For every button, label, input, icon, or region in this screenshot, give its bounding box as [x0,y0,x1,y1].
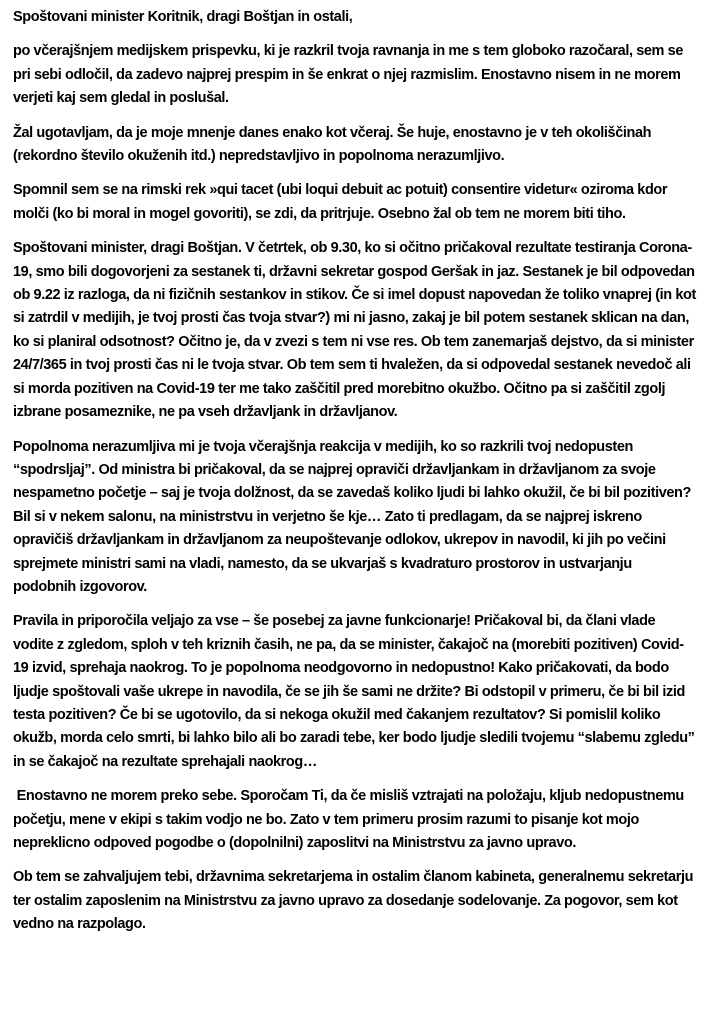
document-paragraph: Spomnil sem se na rimski rek »qui tacet (ubi loqui debuit ac potuit) consentire videtur« oziroma kdor molči (ko bi moral in mogel govoriti), se zdi, da pritrjuje. Osebno žal ob tem ne morem biti tiho. [13,182,671,222]
document-paragraph: Popolnoma nerazumljiva mi je tvoja včerajšnja reakcija v medijih, ko so razkrili tvoj nedopusten “spodrsljaj”. Od ministra bi pričakoval, da se najprej opraviči državljankam in državljanom za svoje nespametno početje – saj je tvoja dolžnost, da se zavedaš koliko ljudi bi lahko okužil, če bi bil pozitiven? Bil si v nekem salonu, na ministrstvu in verjetno še kje… Zato ti predlagam, da se najprej iskreno opravičiš državljankam in državljanom za neupoštevanje odlokov, ukrepov in navodil, ki jih po večini sprejmete ministri sami na vladi, namesto, da se ukvarjaš s kvadraturo prostorov in ustvarjanju podobnih izgovorov. [13,438,695,595]
document-paragraph: Spoštovani minister, dragi Boštjan. V četrtek, ob 9.30, ko si očitno pričakoval rezultate testiranja Corona-19, smo bili dogovorjeni za sestanek ti, državni sekretar gospod Geršak in jaz. Sestanek je bil odpovedan ob 9.22 iz razloga, da ni fizičnih sestankov in stikov. Če si imel dopust napovedan že toliko vnaprej (in kot si zatrdil v medijih, je tvoj prosti čas tvoja stvar?) mi ni jasno, zakaj je bil potem sestanek sklican na dan, ko si planiral odsotnost? Očitno je, da v zvezi s tem ni vse res. Ob tem zanemarjaš dejstvo, da si minister 24/7/365 in tvoj prosti čas ni le tvoja stvar. Ob tem sem ti hvaležen, da si odpovedal sestanek nevedoč ali si morda pozitiven na Covid-19 ter me tako zaščitil pred morebitno okužbo. Očitno pa si zaščitil zgolj izbrane posameznike, ne pa vseh državljank in državljanov. [13,240,700,421]
salutation-line: Spoštovani minister Koritnik, dragi Boštjan in ostali, [13,9,353,25]
document-paragraph: Enostavno ne morem preko sebe. Sporočam Ti, da če misliš vztrajati na položaju, kljub nedopustnemu početju, mene v ekipi s takim vodjo ne bo. Zato v tem primeru prosim razumi to pisanje kot mojo nepreklicno odpoved pogodbe o (dopolnilni) zaposlitvi na Ministrstvu za javno upravo. [13,788,688,851]
document-paragraph: Pravila in priporočila veljajo za vse – še posebej za javne funkcionarje! Pričakoval bi, da člani vlade vodite z zgledom, sploh v teh kriznih časih, ne pa, da se minister, čakajoč na (morebiti pozitiven) Covid-19 izvid, sprehaja naokrog. To je popolnoma neodgovorno in nedopustno! Kako pričakovati, da bodo ljudje spoštovali vaše ukrepe in navodila, če se jih še sami ne držite? Bi odstopil v primeru, če bi bil izid testa pozitiven? Če bi se ugotovilo, da si nekoga okužil med čakanjem rezultatov? Si pomislil koliko okužb, morda celo smrti, bi lahko bilo ali bo zaradi tebe, ker bodo ljudje sledili tvojemu “slabemu zgledu” in se čakajoč na rezultate sprehajali naokrog… [13,613,699,770]
document-paragraph: po včerajšnjem medijskem prispevku, ki je razkril tvoja ravnanja in me s tem globoko razočaral, sem se pri sebi odločil, da zadevo najprej prespim in še enkrat o njej razmislim. Enostavno nisem in ne morem verjeti kaj sem gledal in poslušal. [13,43,687,107]
document-paragraph: Žal ugotavljam, da je moje mnenje danes enako kot včeraj. Še huje, enostavno je v teh okoliščinah (rekordno število okuženih itd.) nepredstavljivo in popolnoma nerazumljivo. [13,124,655,165]
closing-paragraph: Ob tem se zahvaljujem tebi, državnima sekretarjema in ostalim članom kabineta, generalnemu sekretarju ter ostalim zaposlenim na Ministrstvu za javno upravo za dosedanje sodelovanje. Za pogovor, sem kot vedno na razpolago. [13,869,697,933]
